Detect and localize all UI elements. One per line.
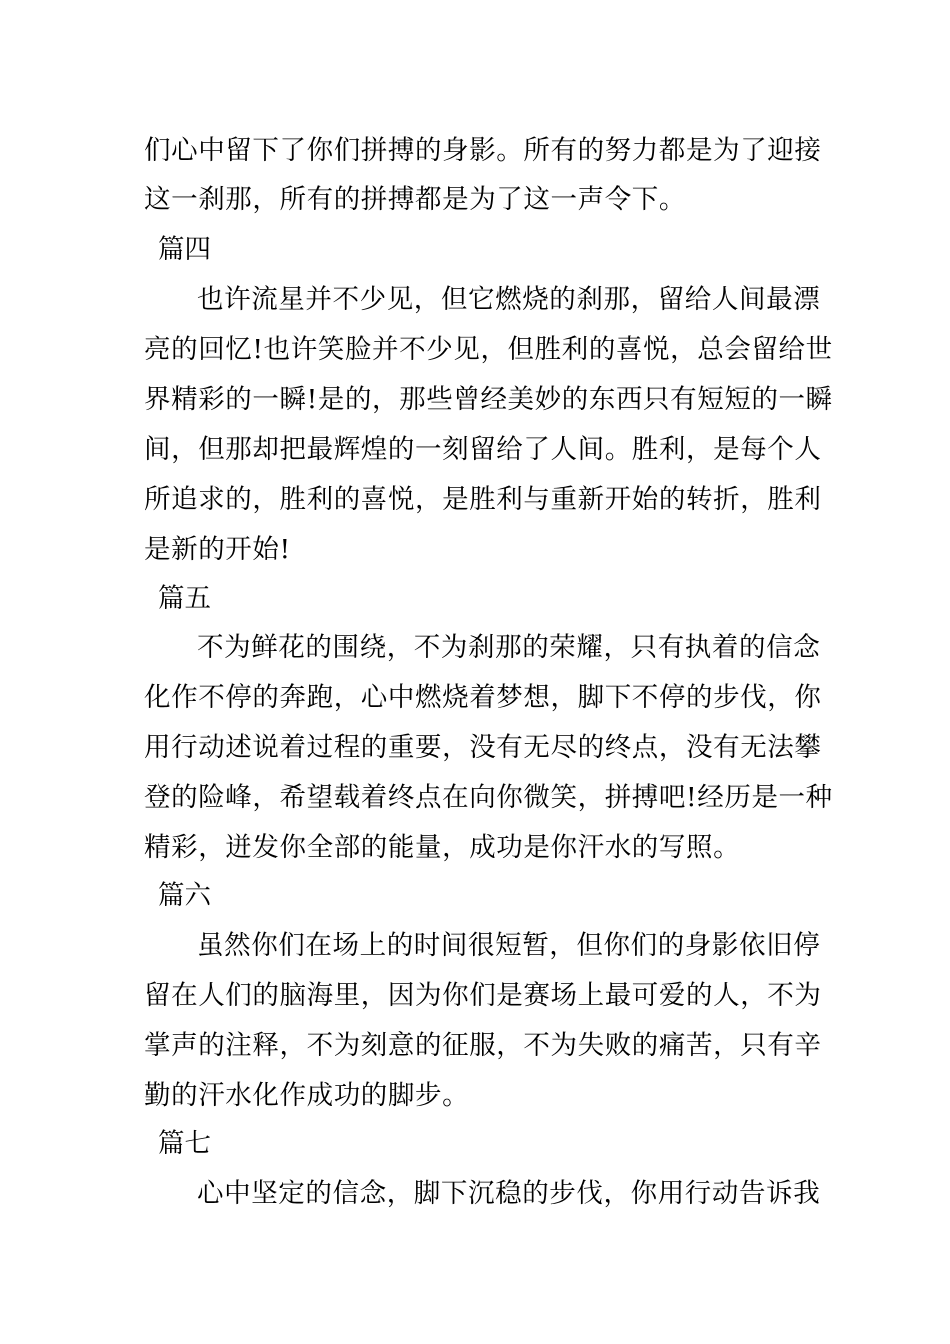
paragraph-line: 界精彩的一瞬!是的，那些曾经美妙的东西只有短短的一瞬 [144, 384, 833, 415]
paragraph-line: 掌声的注释，不为刻意的征服，不为失败的痛苦，只有辛 [144, 1030, 822, 1061]
section-heading-7: 篇七 [158, 1128, 211, 1159]
section-heading-5: 篇五 [158, 583, 211, 614]
paragraph-line: 亮的回忆!也许笑脸并不少见，但胜利的喜悦，总会留给世 [144, 334, 833, 365]
paragraph-line: 勤的汗水化作成功的脚步。 [144, 1080, 470, 1111]
paragraph-line: 所追求的，胜利的喜悦，是胜利与重新开始的转折，胜利 [144, 484, 822, 515]
paragraph-line: 精彩，迸发你全部的能量，成功是你汗水的写照。 [144, 832, 741, 863]
paragraph-line: 这一刹那，所有的拼搏都是为了这一声令下。 [144, 184, 686, 215]
paragraph-line: 不为鲜花的围绕，不为刹那的荣耀，只有执着的信念 [197, 632, 821, 663]
paragraph-line: 化作不停的奔跑，心中燃烧着梦想，脚下不停的步伐，你 [144, 682, 822, 713]
paragraph-line: 心中坚定的信念，脚下沉稳的步伐，你用行动告诉我 [197, 1178, 821, 1209]
paragraph-line: 间，但那却把最辉煌的一刻留给了人间。胜利，是每个人 [144, 434, 822, 465]
section-heading-6: 篇六 [158, 880, 211, 911]
paragraph-line: 登的险峰，希望载着终点在向你微笑，拼搏吧!经历是一种 [144, 782, 833, 813]
section-heading-4: 篇四 [158, 234, 211, 265]
paragraph-line: 用行动述说着过程的重要，没有无尽的终点，没有无法攀 [144, 732, 822, 763]
paragraph-line: 虽然你们在场上的时间很短暂，但你们的身影依旧停 [197, 930, 821, 961]
paragraph-line: 们心中留下了你们拼搏的身影。所有的努力都是为了迎接 [144, 135, 822, 166]
paragraph-line: 是新的开始! [144, 534, 291, 565]
paragraph-line: 也许流星并不少见，但它燃烧的刹那，留给人间最漂 [197, 284, 821, 315]
paragraph-line: 留在人们的脑海里，因为你们是赛场上最可爱的人，不为 [144, 980, 822, 1011]
